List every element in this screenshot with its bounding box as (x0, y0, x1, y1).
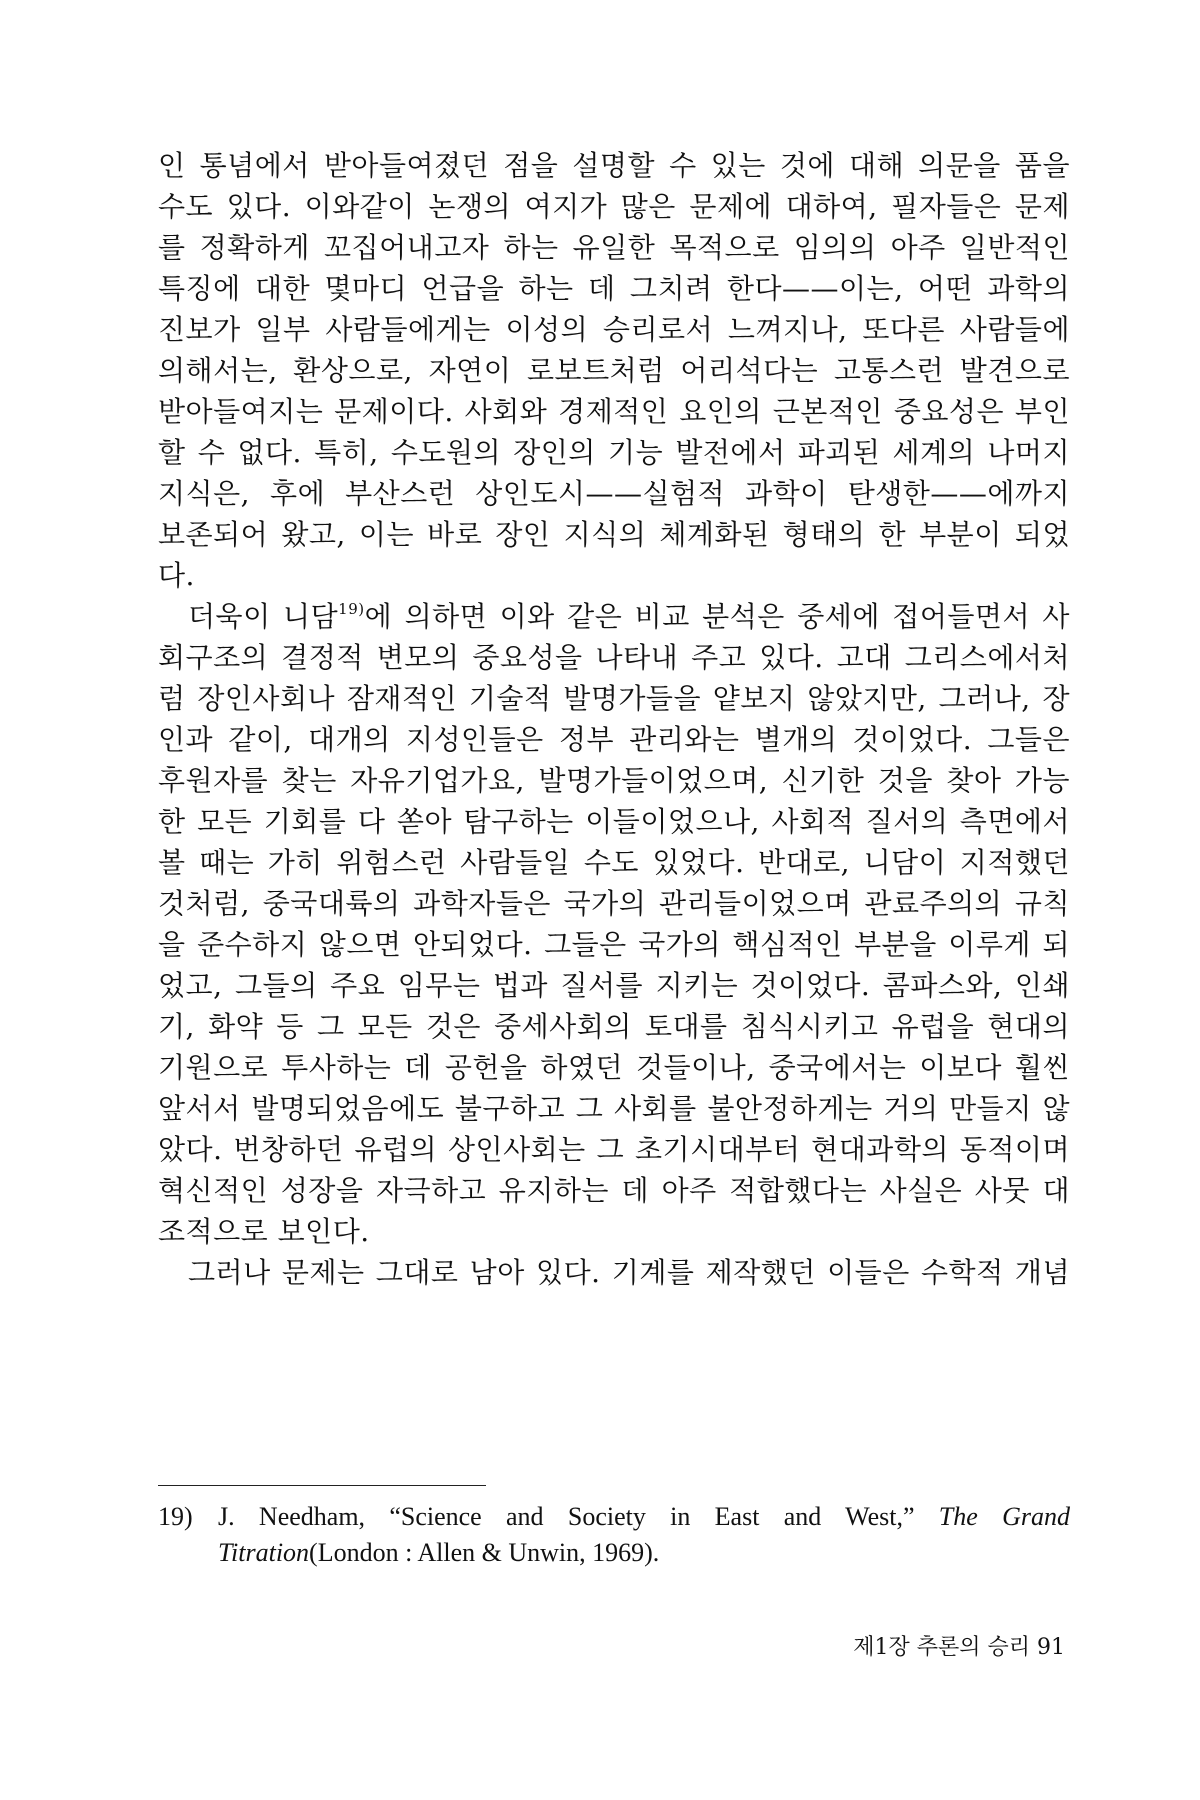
paragraph-1-line-9: 지식은, 후에 부산스런 상인도시——실험적 과학이 탄생한——에까지 (158, 477, 1070, 510)
paragraph-2-line-2: 회구조의 결정적 변모의 중요성을 나타내 주고 있다. 고대 그리스에서처 (158, 641, 1070, 674)
paragraph-2-line-10: 었고, 그들의 주요 임무는 법과 질서를 지키는 것이었다. 콤파스와, 인쇄 (158, 969, 1070, 1002)
paragraph-1-line-11: 다. (158, 559, 195, 592)
paragraph-2-line-15: 혁신적인 성장을 자극하고 유지하는 데 아주 적합했다는 사실은 사뭇 대 (158, 1174, 1070, 1207)
footnote-divider (158, 1485, 486, 1486)
paragraph-2-text-continued: 에 의하면 이와 같은 비교 분석은 중세에 접어들면서 사 (364, 600, 1070, 633)
paragraph-2-line-8: 것처럼, 중국대륙의 과학자들은 국가의 관리들이었으며 관료주의의 규칙 (158, 887, 1070, 920)
paragraph-1-line-1: 인 통념에서 받아들여졌던 점을 설명할 수 있는 것에 대해 의문을 품을 (158, 149, 1070, 182)
paragraph-2-line-6: 한 모든 기회를 다 쏟아 탐구하는 이들이었으나, 사회적 질서의 측면에서 (158, 805, 1070, 838)
footnote-citation-author: J. Needham, “Science and Society in East and West,” (218, 1502, 939, 1531)
footnote-book-title-continued: Titration (218, 1538, 310, 1567)
paragraph-2-line-1 (188, 597, 1070, 637)
paragraph-1-line-2: 수도 있다. 이와같이 논쟁의 여지가 많은 문제에 대하여, 필자들은 문제 (158, 190, 1070, 223)
running-footer: 제1장 추론의 승리 91 (853, 1635, 1065, 1660)
paragraph-1-line-5: 진보가 일부 사람들에게는 이성의 승리로서 느껴지나, 또다른 사람들에 (158, 313, 1070, 346)
paragraph-3-line-1: 그러나 문제는 그대로 남아 있다. 기계를 제작했던 이들은 수학적 개념 (188, 1256, 1070, 1289)
paragraph-2-line-11: 기, 화약 등 그 모든 것은 중세사회의 토대를 침식시키고 유럽을 현대의 (158, 1010, 1070, 1043)
paragraph-2-line-4: 인과 같이, 대개의 지성인들은 정부 관리와는 별개의 것이었다. 그들은 (158, 723, 1070, 756)
footnote-line-1 (218, 1499, 1070, 1535)
footnote-line-2 (218, 1535, 659, 1571)
paragraph-1-line-6: 의해서는, 환상으로, 자연이 로보트처럼 어리석다는 고통스런 발견으로 (158, 354, 1070, 387)
paragraph-1-line-10: 보존되어 왔고, 이는 바로 장인 지식의 체계화된 형태의 한 부분이 되었 (158, 518, 1070, 551)
paragraph-2-line-9: 을 준수하지 않으면 안되었다. 그들은 국가의 핵심적인 부분을 이루게 되 (158, 928, 1070, 961)
paragraph-1-line-3: 를 정확하게 꼬집어내고자 하는 유일한 목적으로 임의의 아주 일반적인 (158, 231, 1070, 264)
paragraph-2-line-16: 조적으로 보인다. (158, 1215, 370, 1248)
paragraph-2-line-3: 럼 장인사회나 잠재적인 기술적 발명가들을 얕보지 않았지만, 그러나, 장 (158, 682, 1070, 715)
paragraph-2-line-14: 았다. 번창하던 유럽의 상인사회는 그 초기시대부터 현대과학의 동적이며 (158, 1133, 1070, 1166)
paragraph-1-line-7: 받아들여지는 문제이다. 사회와 경제적인 요인의 근본적인 중요성은 부인 (158, 395, 1070, 428)
footnote-publication-info: (London : Allen & Unwin, 1969). (309, 1538, 660, 1567)
paragraph-2-line-5: 후원자를 찾는 자유기업가요, 발명가들이었으며, 신기한 것을 찾아 가능 (158, 764, 1070, 797)
paragraph-1-line-4: 특징에 대한 몇마디 언급을 하는 데 그치려 한다——이는, 어떤 과학의 (158, 272, 1070, 305)
paragraph-2-text-start: 더욱이 니담 (188, 600, 339, 633)
footnote-reference: 19) (338, 600, 365, 618)
paragraph-2-line-13: 앞서서 발명되었음에도 불구하고 그 사회를 불안정하게는 거의 만들지 않 (158, 1092, 1070, 1125)
paragraph-2-line-7: 볼 때는 가히 위험스런 사람들일 수도 있었다. 반대로, 니담이 지적했던 (158, 846, 1070, 879)
footnote-book-title: The Grand (938, 1502, 1070, 1531)
paragraph-1-line-8: 할 수 없다. 특히, 수도원의 장인의 기능 발전에서 파괴된 세계의 나머지 (158, 436, 1070, 469)
footnote-number: 19) (158, 1502, 193, 1531)
paragraph-2-line-12: 기원으로 투사하는 데 공헌을 하였던 것들이나, 중국에서는 이보다 훨씬 (158, 1051, 1070, 1084)
